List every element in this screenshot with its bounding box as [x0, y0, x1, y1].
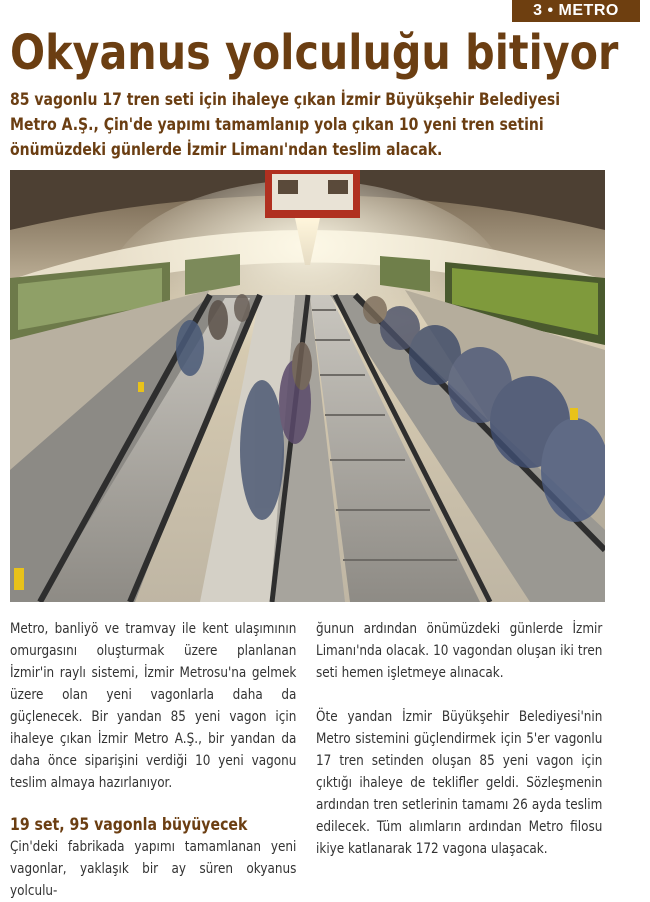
body-paragraph: Öte yandan İzmir Büyükşehir Belediyesi'nin Metro sistemini güçlendirmek için 5'er vagonlu 17 tren setinden oluşan 85 yeni vagon için çıktığı ihaleye de teklifler geldi. Sözleşmenin ardından tren setlerinin tamamı 26 ayda teslim edilecek. Tüm alımların ardından Metro filosu ikiye katlanarak 172 vagona ulaşacak.	[316, 709, 603, 857]
lead-paragraph: 85 vagonlu 17 tren seti için ihaleye çıkan İzmir Büyükşehir Belediyesi Metro A.Ş., Çin'de yapımı tamamlanıp yola çıkan 10 yeni tren setini önümüzdeki günlerde İzmir Limanı'ndan teslim alacak.	[10, 90, 561, 160]
body-column-left	[10, 618, 296, 902]
headline: Okyanus yolculuğu bitiyor	[10, 25, 619, 81]
escalator-photo-icon	[10, 170, 605, 602]
body-paragraph: Metro, banliyö ve tramvay ile kent ulaşımının omurgasını oluşturmak üzere planlanan İzmir'in raylı sistemi, İzmir Metrosu'na gelmek üzere olan yeni vagonlarla daha da güçlenecek. Bir yandan 85 yeni vagon için ihaleye çıkan İzmir Metro A.Ş., bir yandan da daha önce siparişini verdiği 10 yeni vagonu teslim almaya hazırlanıyor.	[10, 621, 297, 791]
subheading: 19 set, 95 vagonla büyüyecek	[10, 815, 248, 835]
section-tag: 3 • METRO	[512, 0, 640, 22]
body-column-right	[316, 618, 602, 860]
body-paragraph: ğunun ardından önümüzdeki günlerde İzmir Limanı'nda olacak. 10 vagondan oluşan iki tren seti hemen işletmeye alınacak.	[316, 621, 603, 681]
body-paragraph: Çin'deki fabrikada yapımı tamamlanan yeni vagonlar, yaklaşık bir ay süren okyanus yolculu-	[10, 839, 297, 899]
escalator-photo	[10, 170, 605, 602]
